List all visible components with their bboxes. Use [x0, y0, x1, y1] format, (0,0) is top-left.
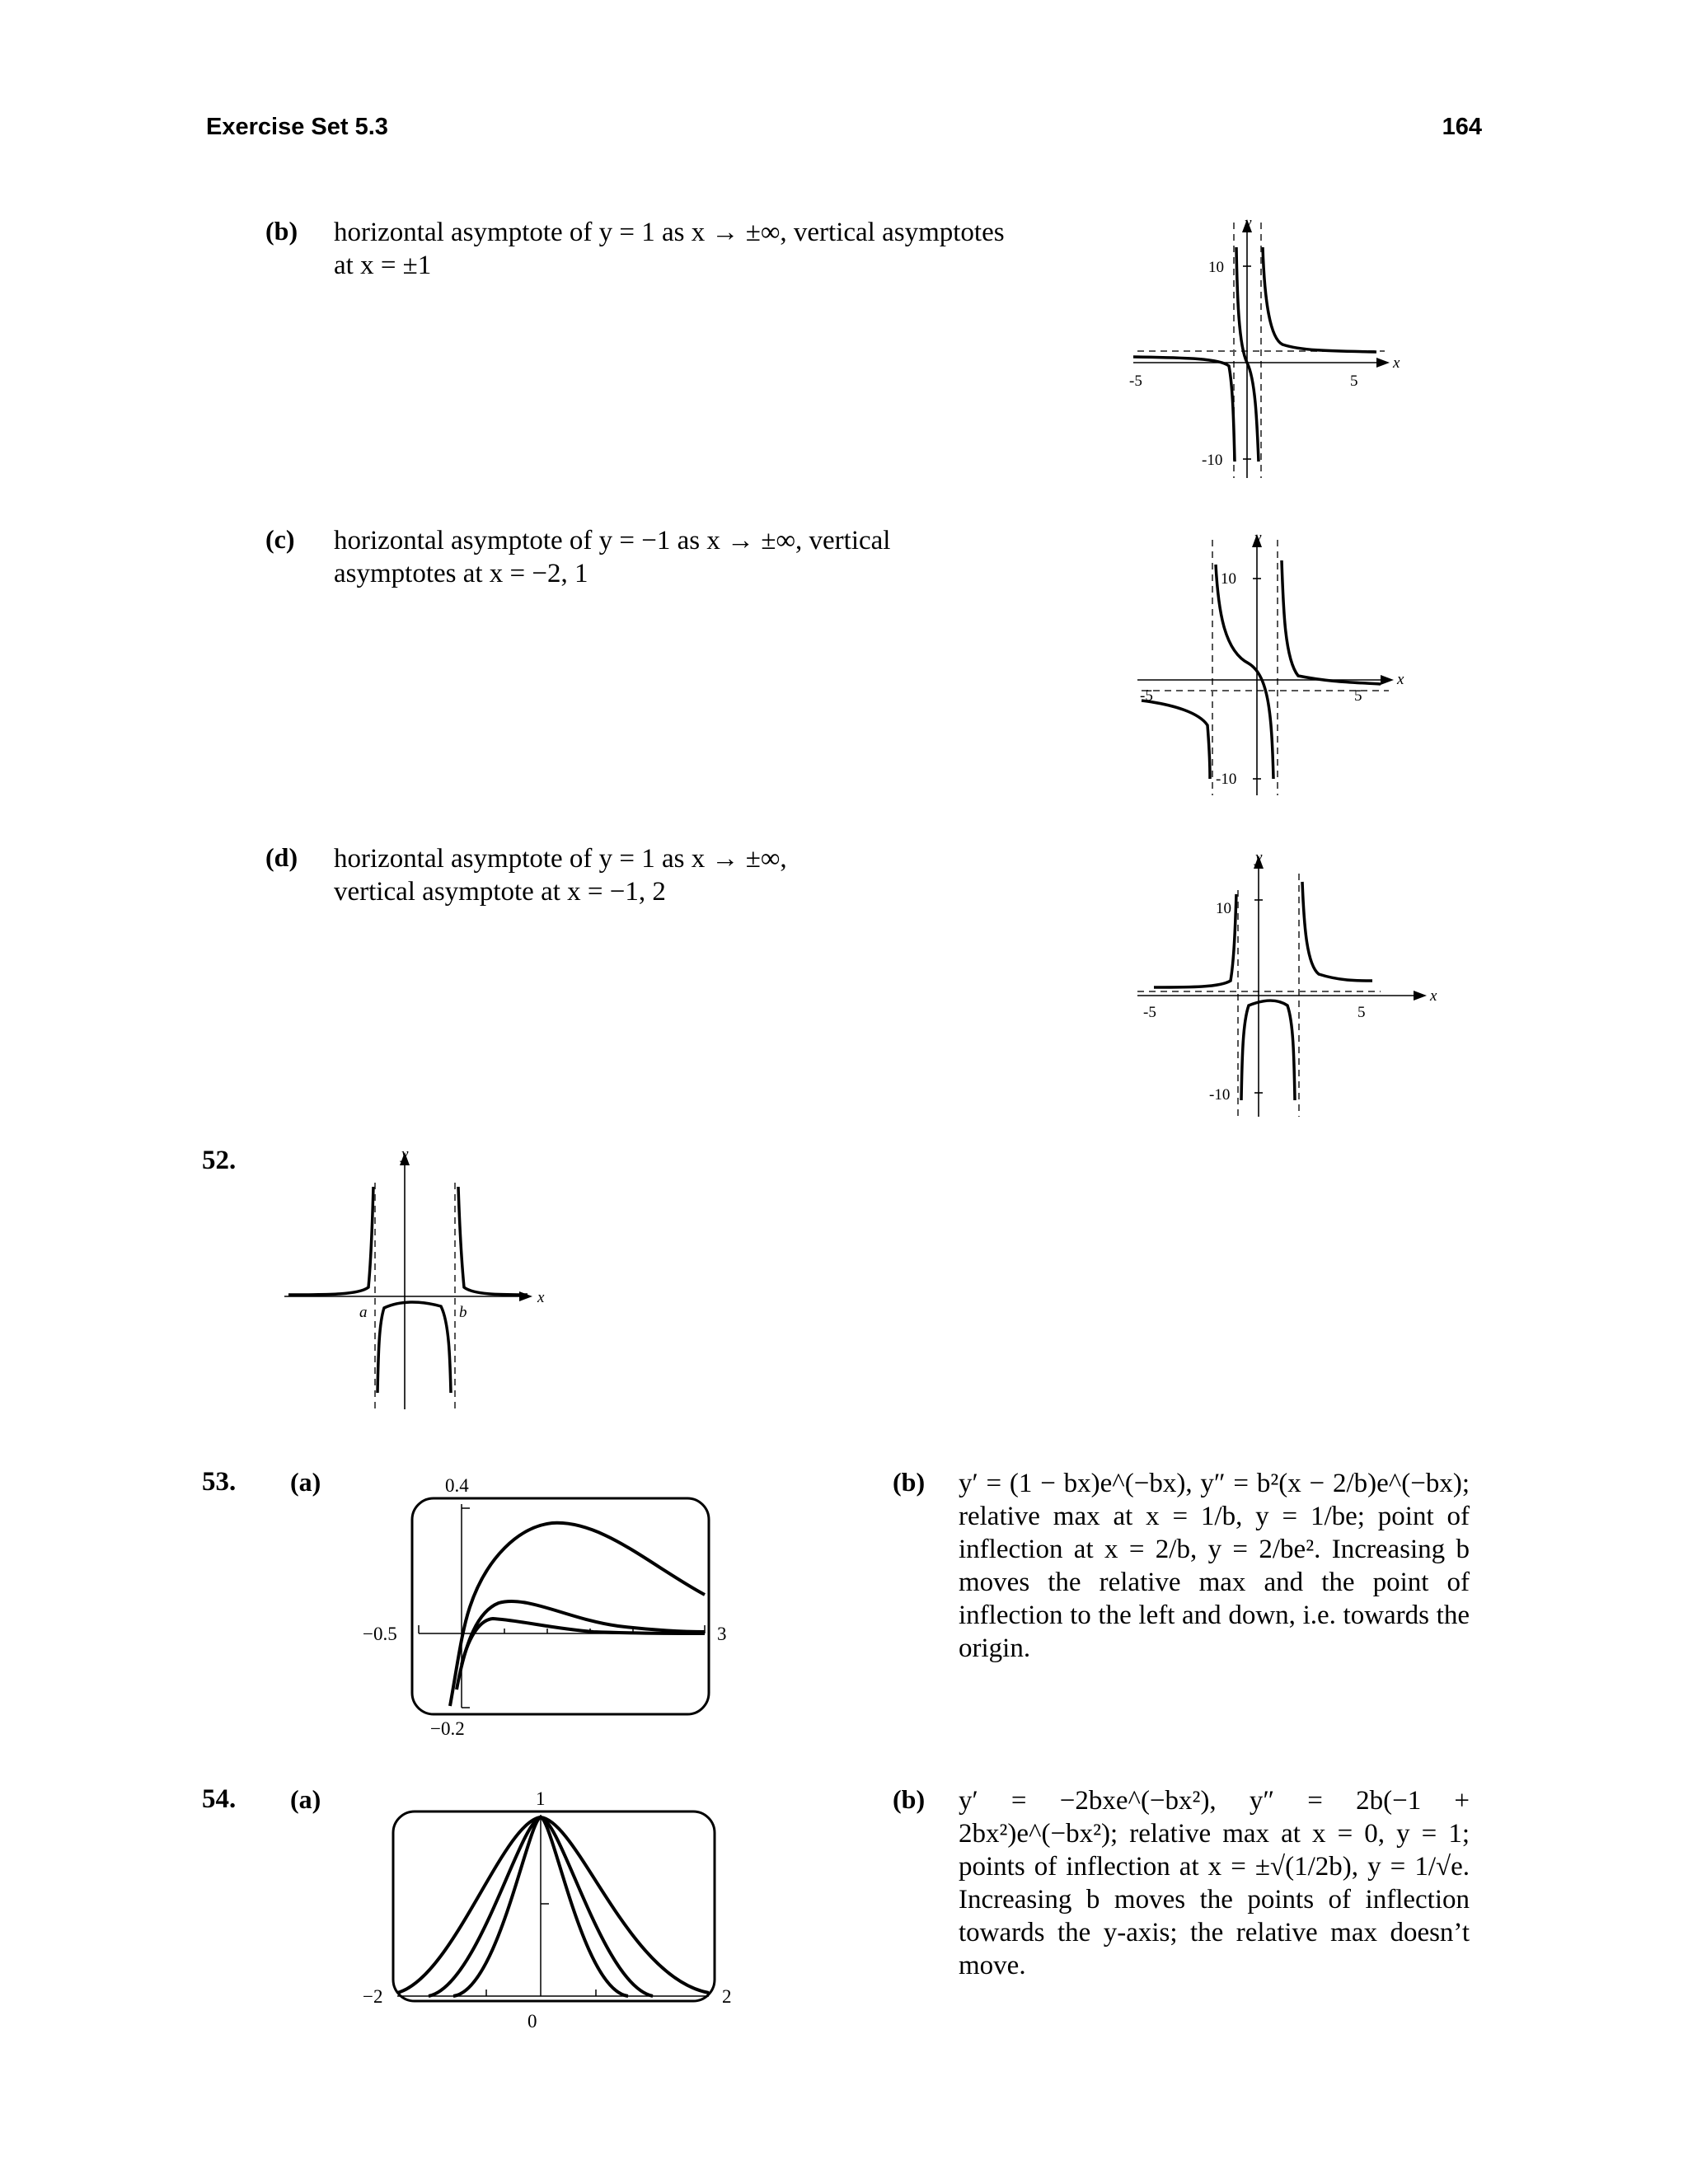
graph-51c-yaxis: y	[1254, 529, 1262, 546]
graph-51c-xleft: -5	[1140, 687, 1153, 705]
answer-51b-line2: at x = ±1	[334, 251, 432, 280]
graph-51d	[1133, 849, 1447, 1121]
answer-51d-line2: vertical asymptote at x = −1, 2	[334, 877, 666, 907]
graph-52-yaxis: y	[401, 1146, 409, 1163]
graph-53a-xmin: −0.5	[363, 1624, 397, 1644]
answer-53b: y′ = (1 − bx)e^(−bx), y″ = b²(x − 2/b)e^(−bx); relative max at x = 1/b, y = 1/be; point of inflection at x = 2/b, y = 2/be². Increasing b moves the relative max and the point of inflection to the left and down, i.e. towards the origin.	[959, 1469, 1470, 1663]
graph-52-b-label: b	[459, 1304, 467, 1321]
graph-51d-ybottom: -10	[1209, 1086, 1231, 1104]
graph-51b-xright: 5	[1350, 373, 1358, 390]
part-label-53a: (a)	[290, 1467, 321, 1497]
graph-51b-ybottom: -10	[1202, 452, 1223, 469]
graph-53a-ymax: 0.4	[445, 1475, 469, 1496]
part-label-54b: (b)	[893, 1784, 926, 1814]
graph-51b	[1129, 214, 1409, 486]
part-label-51c: (c)	[265, 524, 295, 554]
graph-51d-xaxis: x	[1430, 987, 1437, 1005]
graph-51d-xleft: -5	[1143, 1004, 1156, 1021]
graph-51b-ytop: 10	[1208, 259, 1224, 276]
part-label-53b: (b)	[893, 1467, 926, 1497]
answer-51c-line2: asymptotes at x = −2, 1	[334, 559, 588, 588]
graph-54a-xmid: 0	[528, 2011, 537, 2032]
part-label-54a: (a)	[290, 1784, 321, 1814]
part-label-51d: (d)	[265, 842, 298, 872]
graph-51b-xleft: -5	[1129, 373, 1142, 390]
graph-54a	[354, 1780, 734, 2036]
graph-51d-xright: 5	[1357, 1004, 1366, 1021]
answer-51d-line1: horizontal asymptote of y = 1 as x → ±∞,	[334, 844, 787, 874]
problem-number-54: 54.	[202, 1784, 237, 1814]
graph-51d-ytop: 10	[1216, 900, 1231, 917]
graph-51b-yaxis: y	[1245, 214, 1252, 232]
part-label-51b: (b)	[265, 216, 298, 246]
answer-51b-line1: horizontal asymptote of y = 1 as x → ±∞, vertical asymptotes	[334, 218, 1005, 247]
answer-54b: y′ = −2bxe^(−bx²), y″ = 2b(−1 + 2bx²)e^(−bx²); relative max at x = 0, y = 1; points of inflection at x = ±√(1/2b), y = 1/√e. Increasing b moves the points of inflection towards the y-axis; the relative max doesn’t move.	[959, 1786, 1470, 1980]
page-number: 164	[1442, 114, 1482, 140]
graph-51c-xright: 5	[1354, 687, 1362, 705]
graph-53a-ymin: −0.2	[430, 1718, 465, 1739]
section-title: Exercise Set 5.3	[206, 114, 388, 140]
graph-54a-xmin: −2	[363, 1986, 383, 2007]
graph-51c	[1133, 527, 1414, 799]
answer-51c-line1: horizontal asymptote of y = −1 as x → ±∞, vertical	[334, 526, 891, 555]
problem-number-52: 52.	[202, 1146, 237, 1175]
graph-51d-yaxis: y	[1255, 849, 1263, 866]
graph-52-xaxis: x	[537, 1289, 545, 1306]
answer-51b	[334, 216, 1125, 282]
graph-52-a-label: a	[359, 1304, 368, 1321]
problem-number-53: 53.	[202, 1467, 237, 1497]
graph-51c-xaxis: x	[1397, 671, 1404, 688]
graph-53a	[354, 1467, 734, 1739]
graph-52	[280, 1146, 560, 1418]
graph-53a-xmax: 3	[717, 1624, 727, 1644]
answer-51d	[334, 842, 993, 908]
graph-54a-xmax: 2	[722, 1986, 732, 2007]
answer-51c	[334, 524, 993, 590]
graph-51b-xaxis: x	[1393, 354, 1400, 372]
graph-51c-ytop: 10	[1221, 570, 1236, 588]
graph-51c-ybottom: -10	[1216, 771, 1237, 788]
graph-54a-ymax: 1	[536, 1788, 546, 1809]
